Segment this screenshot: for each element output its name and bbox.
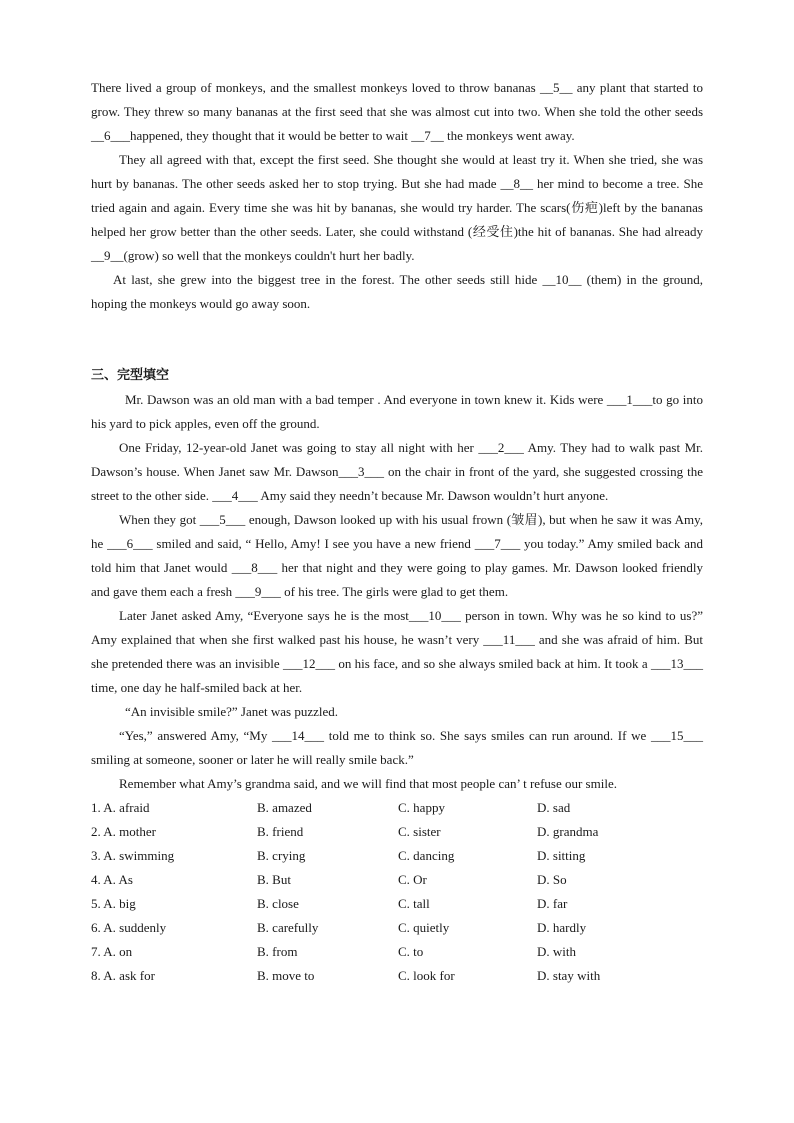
option-d: D. with xyxy=(537,944,576,959)
option-c: C. Or xyxy=(398,872,427,887)
option-c: C. sister xyxy=(398,824,441,839)
option-b: B. friend xyxy=(257,824,304,839)
option-d: D. stay with xyxy=(537,968,601,983)
option-a: 7. A. on xyxy=(91,944,133,959)
option-c: C. look for xyxy=(398,968,455,983)
option-a: 3. A. swimming xyxy=(91,848,175,863)
passage2-paragraph-5: “An invisible smile?” Janet was puzzled. xyxy=(125,704,338,719)
option-b: B. But xyxy=(257,872,291,887)
option-d: D. far xyxy=(537,896,568,911)
answer-options xyxy=(91,796,703,988)
option-b: B. from xyxy=(257,944,298,959)
option-d: D. sitting xyxy=(537,848,586,863)
option-d: D. So xyxy=(537,872,567,887)
option-c: C. dancing xyxy=(398,848,455,863)
option-row xyxy=(91,916,703,940)
option-b: B. amazed xyxy=(257,800,312,815)
option-c: C. tall xyxy=(398,896,430,911)
option-a: 2. A. mother xyxy=(91,824,156,839)
option-row xyxy=(91,892,703,916)
option-a: 4. A. As xyxy=(91,872,133,887)
option-b: B. crying xyxy=(257,848,306,863)
option-b: B. move to xyxy=(257,968,315,983)
option-b: B. carefully xyxy=(257,920,319,935)
document-page xyxy=(91,76,703,988)
passage2-paragraph-7: Remember what Amy’s grandma said, and we will find that most people can’ t refuse our smile. xyxy=(119,776,617,791)
passage2-paragraph-1: Mr. Dawson was an old man with a bad temper . And everyone in town knew it. Kids were ___1___to go into his yard to pick apples, even off the ground. xyxy=(91,392,703,431)
passage2-paragraph-6: “Yes,” answered Amy, “My ___14___ told me to think so. She says smiles can run around. If we ___15___ smiling at someone, sooner or later he will really smile back.” xyxy=(91,728,703,767)
option-c: C. happy xyxy=(398,800,445,815)
section-title: 三、完型填空 xyxy=(91,368,170,383)
option-row xyxy=(91,940,703,964)
option-d: D. sad xyxy=(537,800,571,815)
passage2-paragraph-3: When they got ___5___ enough, Dawson looked up with his usual frown (皱眉), but when he saw it was Amy, he ___6___ smiled and said, “ Hello, Amy! I see you have a new friend ___7___ you today.” Amy smiled back and told him that Janet would ___8___ her that night and they were going to play games. Mr. Dawson looked friendly and gave them each a fresh ___9___ of his tree. The girls were glad to get them. xyxy=(91,512,703,599)
passage1-paragraph-3: At last, she grew into the biggest tree in the forest. The other seeds still hide __10__ (them) in the ground, hoping the monkeys would go away soon. xyxy=(91,272,703,311)
option-row xyxy=(91,844,703,868)
option-a: 5. A. big xyxy=(91,896,136,911)
option-row xyxy=(91,868,703,892)
option-a: 8. A. ask for xyxy=(91,968,155,983)
option-a: 1. A. afraid xyxy=(91,800,150,815)
option-d: D. grandma xyxy=(537,824,599,839)
passage2-paragraph-2: One Friday, 12-year-old Janet was going to stay all night with her ___2___ Amy. They had to walk past Mr. Dawson’s house. When Janet saw Mr. Dawson___3___ on the chair in front of the yard, she suggested crossing the street to the other side. ___4___ Amy said they needn’t because Mr. Dawson wouldn’t hurt anyone. xyxy=(91,440,703,503)
option-a: 6. A. suddenly xyxy=(91,920,167,935)
passage2-paragraph-4: Later Janet asked Amy, “Everyone says he is the most___10___ person in town. Why was he so kind to us?” Amy explained that when she first walked past his house, he wasn’t very ___11___ and she was afraid of him. But she pretended there was an invisible ___12___ on his face, and so she always smiled back at him. It took a ___13___ time, one day he half-smiled back at her. xyxy=(91,608,703,695)
option-row xyxy=(91,796,703,820)
option-c: C. quietly xyxy=(398,920,450,935)
option-c: C. to xyxy=(398,944,424,959)
passage1-paragraph-2: They all agreed with that, except the first seed. She thought she would at least try it. When she tried, she was hurt by bananas. The other seeds asked her to stop trying. But she had made __8__ her mind to become a tree. She tried again and again. Every time she was hit by bananas, she would try harder. The scars(伤疤)left by the bananas helped her grow better than the other seeds. Later, she could withstand (经受住)the hit of bananas. She had already __9__(grow) so well that the monkeys couldn't hurt her badly. xyxy=(91,152,703,263)
option-row xyxy=(91,964,703,988)
option-row xyxy=(91,820,703,844)
option-d: D. hardly xyxy=(537,920,587,935)
option-b: B. close xyxy=(257,896,299,911)
passage1-paragraph-1: There lived a group of monkeys, and the smallest monkeys loved to throw bananas __5__ any plant that started to grow. They threw so many bananas at the first seed that she was almost cut into two. When she told the other seeds __6___happened, they thought that it would be better to wait __7__ the monkeys went away. xyxy=(91,80,703,143)
